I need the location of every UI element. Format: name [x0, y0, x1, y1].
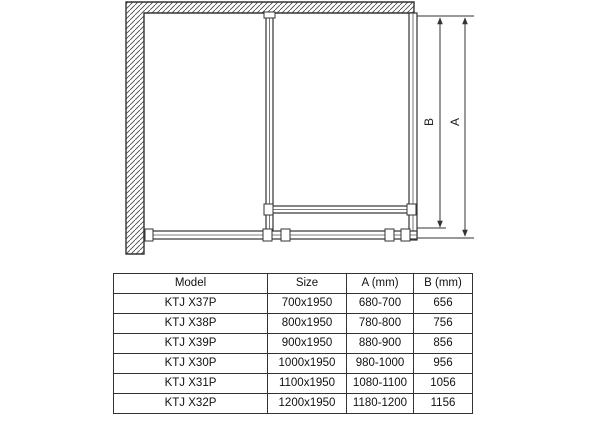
header-a-mm: A (mm) — [347, 274, 414, 294]
horizontal-support-bar — [264, 204, 416, 215]
specification-table — [113, 273, 473, 414]
table-row — [114, 294, 473, 314]
dimension-b — [422, 18, 440, 227]
cell-b: 656 — [414, 294, 473, 314]
cell-b: 1056 — [414, 374, 473, 394]
bottom-profile — [144, 229, 417, 241]
cell-size: 1100x1950 — [268, 374, 347, 394]
header-b-mm: B (mm) — [414, 274, 473, 294]
sliding-panel-vertical — [264, 12, 275, 237]
cell-model: KTJ X30P — [114, 354, 268, 374]
cell-model: KTJ X31P — [114, 374, 268, 394]
cell-model: KTJ X39P — [114, 334, 268, 354]
cell-a: 780-800 — [347, 314, 414, 334]
cell-b: 756 — [414, 314, 473, 334]
header-model: Model — [114, 274, 268, 294]
cell-b: 856 — [414, 334, 473, 354]
header-size: Size — [268, 274, 347, 294]
cell-a: 1080-1100 — [347, 374, 414, 394]
cell-size: 1000x1950 — [268, 354, 347, 374]
dimension-a-label: A — [448, 117, 462, 127]
cell-model: KTJ X38P — [114, 314, 268, 334]
table-header-row — [114, 274, 473, 294]
cell-model: KTJ X37P — [114, 294, 268, 314]
table-row — [114, 354, 473, 374]
dimension-a — [448, 18, 465, 236]
cell-size: 900x1950 — [268, 334, 347, 354]
dimension-b-label: B — [422, 117, 436, 127]
table-row — [114, 314, 473, 334]
cell-size: 1200x1950 — [268, 394, 347, 414]
cell-a: 680-700 — [347, 294, 414, 314]
cell-model: KTJ X32P — [114, 394, 268, 414]
cell-b: 956 — [414, 354, 473, 374]
table-row — [114, 374, 473, 394]
cell-a: 1180-1200 — [347, 394, 414, 414]
cell-b: 1156 — [414, 394, 473, 414]
cell-a: 980-1000 — [347, 354, 414, 374]
cell-size: 800x1950 — [268, 314, 347, 334]
cell-a: 880-900 — [347, 334, 414, 354]
table-row — [114, 394, 473, 414]
table-row — [114, 334, 473, 354]
cell-size: 700x1950 — [268, 294, 347, 314]
